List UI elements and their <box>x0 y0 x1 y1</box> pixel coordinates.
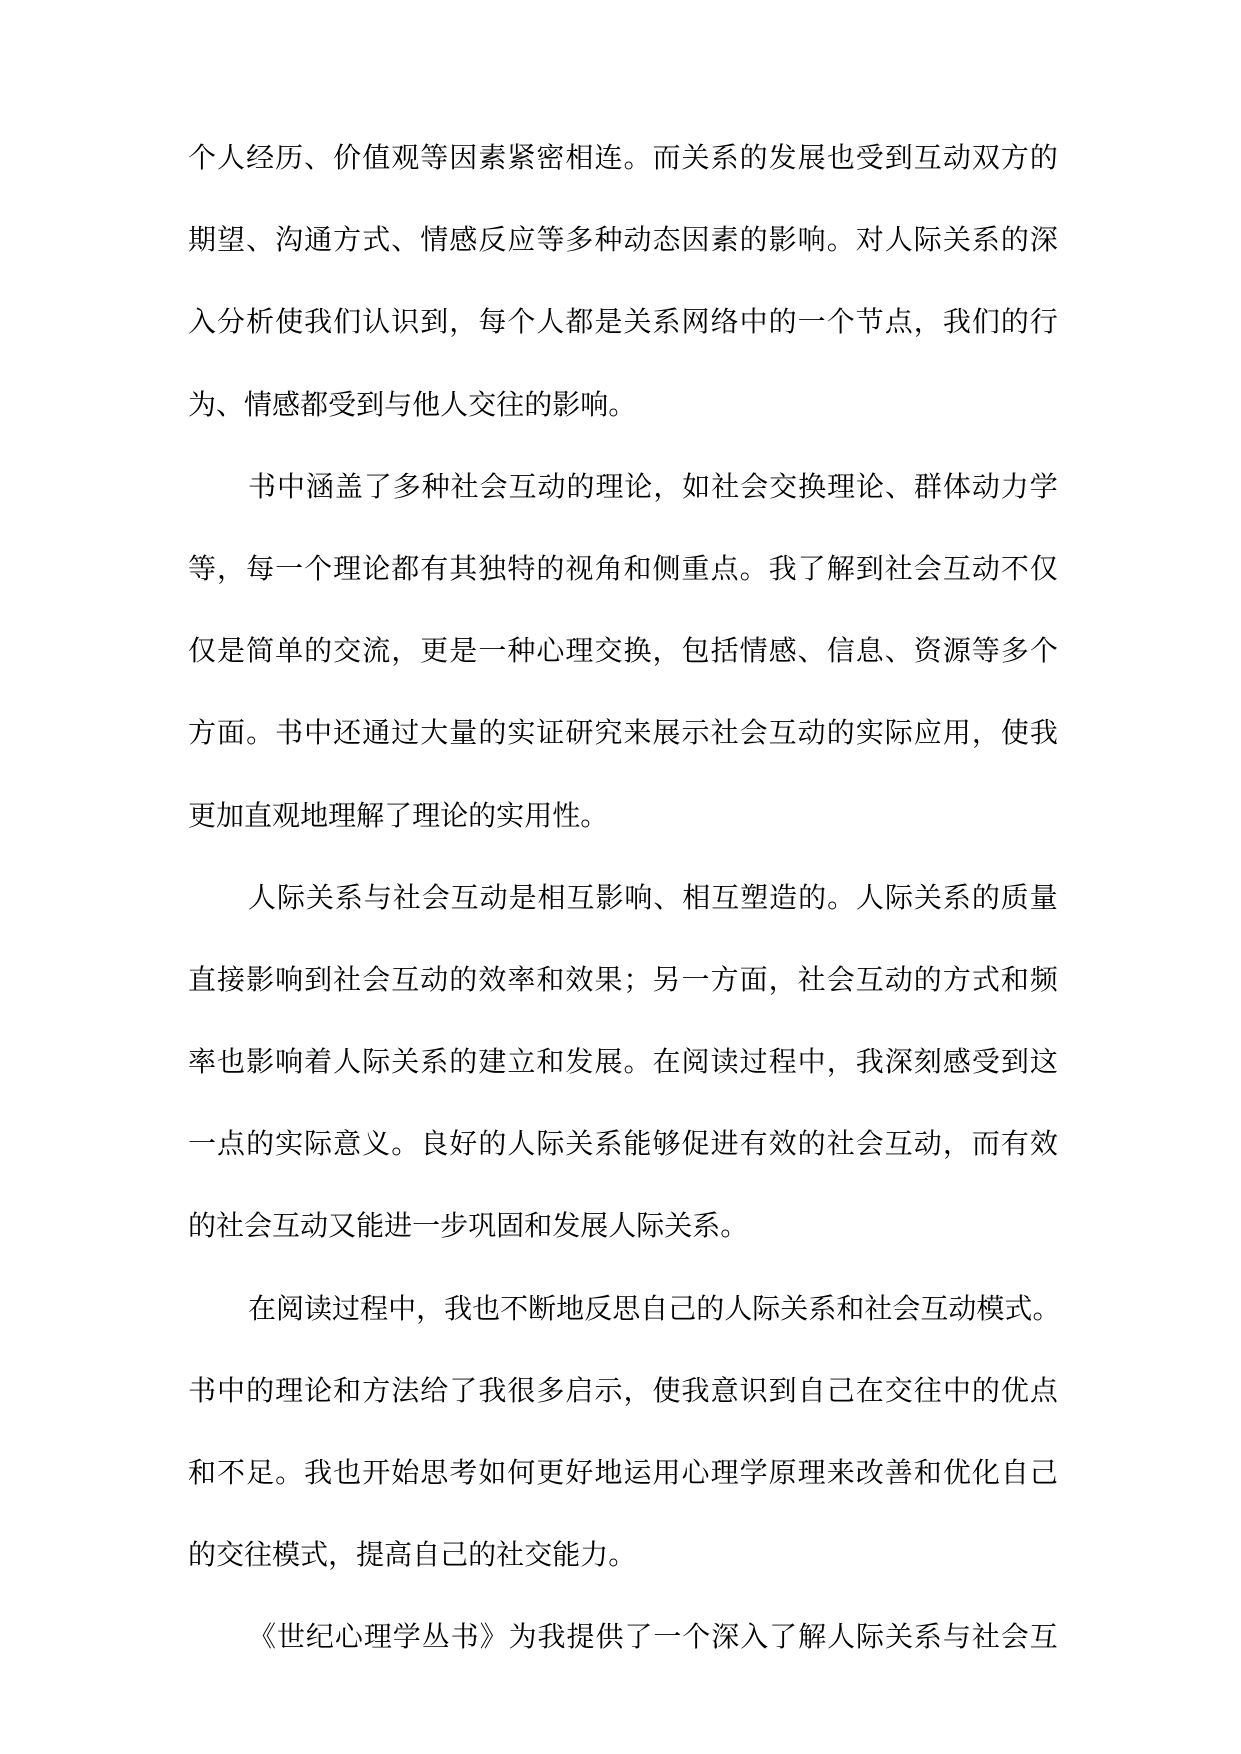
text-line: 一 点 的 实 际 意 义 。 良 好 的 人 际 关 系 能 够 促 进 有 效 的 社 会 互 动 ， 而 有 效 <box>188 1127 1058 1161</box>
text-line: 个 人 经 历 、 价 值 观 等 因 素 紧 密 相 连 。 而 关 系 的 发 展 也 受 到 互 动 双 方 的 <box>188 141 1058 174</box>
text-line: 在 阅 读 过 程 中 ， 我 也 不 断 地 反 思 自 己 的 人 际 关 系 和 社 会 互 动 模 式 。 <box>248 1291 1061 1325</box>
text-line: 《 世 纪 心 理 学 丛 书 》 为 我 提 供 了 一 个 深 入 了 解 人 际 关 系 与 社 会 互 <box>248 1620 1058 1654</box>
text-line: 的 社 会 互 动 又 能 进 一 步 巩 固 和 发 展 人 际 关 系 。 <box>188 1209 749 1243</box>
text-line: 的 交 往 模 式 ， 提 高 自 己 的 社 交 能 力 。 <box>188 1538 637 1572</box>
text-line: 期 望 、 沟 通 方 式 、 情 感 反 应 等 多 种 动 态 因 素 的 影 响 。 对 人 际 关 系 的 深 <box>188 223 1058 257</box>
text-line: 方 面 。 书 中 还 通 过 大 量 的 实 证 研 究 来 展 示 社 会 互 动 的 实 际 应 用 ， 使 我 <box>188 716 1058 750</box>
text-line: 仅 是 简 单 的 交 流 ， 更 是 一 种 心 理 交 换 ， 包 括 情 感 、 信 息 、 资 源 等 多 个 <box>188 634 1058 668</box>
text-line: 为 、 情 感 都 受 到 与 他 人 交 往 的 影 响 。 <box>188 387 637 421</box>
text-line: 等 ， 每 一 个 理 论 都 有 其 独 特 的 视 角 和 侧 重 点 。 我 了 解 到 社 会 互 动 不 仅 <box>188 551 1058 585</box>
text-line: 率 也 影 响 着 人 际 关 系 的 建 立 和 发 展 。 在 阅 读 过 程 中 ， 我 深 刻 感 受 到 这 <box>188 1045 1058 1079</box>
text-line: 书 中 涵 盖 了 多 种 社 会 互 动 的 理 论 ， 如 社 会 交 换 理 论 、 群 体 动 力 学 <box>248 469 1058 503</box>
text-line: 人 际 关 系 与 社 会 互 动 是 相 互 影 响 、 相 互 塑 造 的 。 人 际 关 系 的 质 量 <box>248 880 1058 914</box>
text-line: 更 加 直 观 地 理 解 了 理 论 的 实 用 性 。 <box>188 798 609 832</box>
text-line: 直 接 影 响 到 社 会 互 动 的 效 率 和 效 果 ； 另 一 方 面 ， 社 会 互 动 的 方 式 和 频 <box>188 962 1058 996</box>
body-text <box>188 138 1061 1700</box>
text-line: 入 分 析 使 我 们 认 识 到 ， 每 个 人 都 是 关 系 网 络 中 的 一 个 节 点 ， 我 们 的 行 <box>188 305 1058 339</box>
text-line: 书 中 的 理 论 和 方 法 给 了 我 很 多 启 示 ， 使 我 意 识 到 自 己 在 交 往 中 的 优 点 <box>188 1373 1058 1407</box>
text-line: 和 不 足 。 我 也 开 始 思 考 如 何 更 好 地 运 用 心 理 学 原 理 来 改 善 和 优 化 自 己 <box>188 1456 1058 1489</box>
